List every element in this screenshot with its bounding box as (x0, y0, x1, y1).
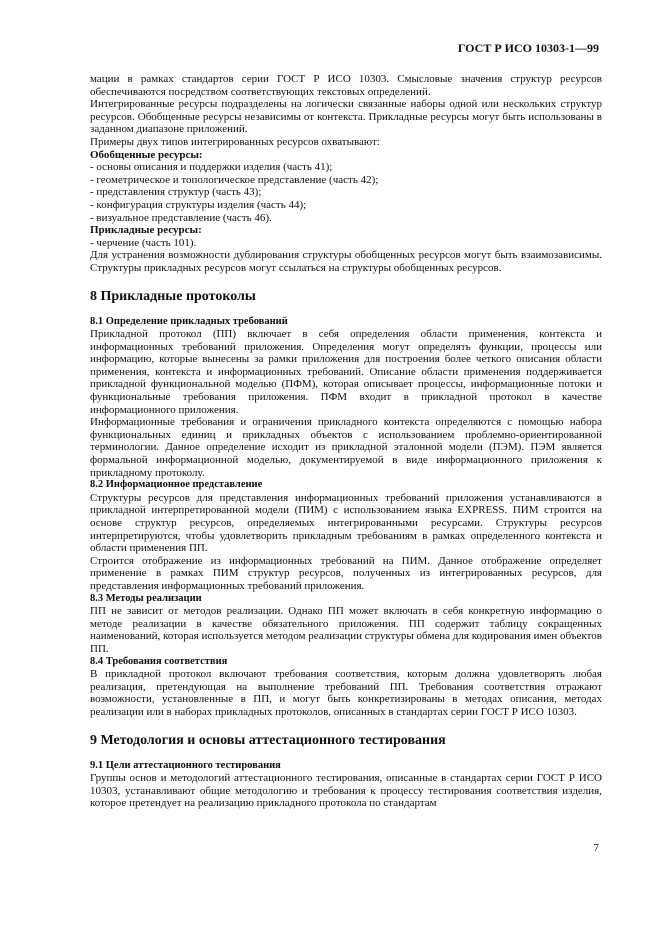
paragraph: Прикладной протокол (ПП) включает в себя определения области применения, контекста и информационных требований приложения. Определения могут определять функции, процессы или информацию, которые вынесены за рамки приложения для построения более четкого описания области применения, контекста и информационных требований. Описание области применения поддерживается прикладной функциональной моделью (ПФМ), которая описывает процессы, информационные потоки и функциональные требования приложения. ПФМ входит в прикладной протокол в качестве информационного приложения. (90, 328, 602, 416)
list-heading: Обобщенные ресурсы: (90, 148, 203, 161)
paragraph: Строится отображение из информационных требований на ПИМ. Данное отображение определяет применение в рамках ПИМ структур ресурсов, полученных из интегрированных ресурсов, для представления информационных требований приложения. (90, 554, 602, 592)
section-heading: 9 Методология и основы аттестационного тестирования (90, 732, 446, 748)
list-item: - визуальное представление (часть 46). (90, 211, 272, 224)
subsection-heading: 8.1 Определение прикладных требований (90, 315, 288, 327)
page-header: ГОСТ Р ИСО 10303-1—99 (457, 41, 599, 55)
paragraph: Для устранения возможности дублирования структуры обобщенных ресурсов могут быть взаимозависимы. Структуры прикладных ресурсов могут ссылаться на структуры обобщенных ресурсов. (90, 249, 602, 274)
section-heading: 8 Прикладные протоколы (90, 288, 256, 304)
subsection-heading: 9.1 Цели аттестационного тестирования (90, 759, 281, 771)
list-item: - представления структур (часть 43); (90, 186, 262, 199)
list-item: - конфигурация структуры изделия (часть 44); (90, 198, 307, 211)
page-number: 7 (593, 842, 599, 854)
subsection-heading: 8.2 Информационное представление (90, 479, 263, 491)
list-heading: Прикладные ресурсы: (90, 224, 202, 237)
page-content (90, 73, 602, 810)
paragraph: мации в рамках стандартов серии ГОСТ Р ИСО 10303. Смысловые значения структур ресурсов обеспечиваются посредством соответствующих текстовых определений. (90, 73, 602, 98)
subsection-heading: 8.3 Методы реализации (90, 592, 202, 604)
paragraph (90, 98, 602, 136)
paragraph: Примеры двух типов интегрированных ресурсов охватывают: (90, 135, 380, 148)
paragraph: Группы основ и методологий аттестационного тестирования, описанные в стандартах серии ГОСТ Р ИСО 10303, устанавливают общие методологию и требования к процессу тестирования соответствия изделия, которое претендует на реализацию прикладного протокола по стандартам (90, 772, 602, 810)
paragraph: В прикладной протокол включают требования соответствия, которым должна удовлетворять любая реализация, претендующая на выполнение требований ПП. Требования соответствия отражают возможности, установленные в ПП, и могут быть конкретизированы в методах описания, методах реализации или в наборах прикладных протоколов, описанных в стандартах серии ГОСТ Р ИСО 10303. (90, 668, 602, 718)
subsection-heading: 8.4 Требования соответствия (90, 655, 228, 667)
list-item: - основы описания и поддержки изделия (часть 41); (90, 161, 333, 174)
list-item: - черчение (часть 101). (90, 236, 197, 249)
list-item: - геометрическое и топологическое представление (часть 42); (90, 173, 379, 186)
paragraph-text: Интегрированные ресурсы подразделены на логически связанные наборы одной или нескольких структур ресурсов. Обобщенные ресурсы независимы от контекста. Прикладные ресурсы могут быть использованы в заданном диапазоне приложений. (90, 98, 602, 136)
paragraph: Структуры ресурсов для представления информационных требований приложения устанавливаются в прикладной интерпретированной модели (ПИМ) с использованием языка EXPRESS. ПИМ строится на основе структур ресурсов, определяемых интегрированными ресурсами. Структуры ресурсов интерпретируются, чтобы удовлетворить прикладным требованиям в рамках определенного контекста и области применения ПП. (90, 491, 602, 555)
paragraph: Информационные требования и ограничения прикладного контекста определяются с помощью набора функциональных единиц и прикладных объектов с использованием проблемно-ориентированной терминологии. Данное определение исходит из прикладной эталонной модели (ПЭМ). ПЭМ является формальной информационной моделью, документируемой в виде информационного приложения к прикладному протоколу. (90, 416, 602, 479)
paragraph: ПП не зависит от методов реализации. Однако ПП может включать в себя конкретную информацию о методе реализации в качестве обязательного приложения. ПП содержит таблицу сокращенных наименований, которая используется методом реализации структуры обмена для кодирования имен объектов ПП. (90, 605, 602, 655)
